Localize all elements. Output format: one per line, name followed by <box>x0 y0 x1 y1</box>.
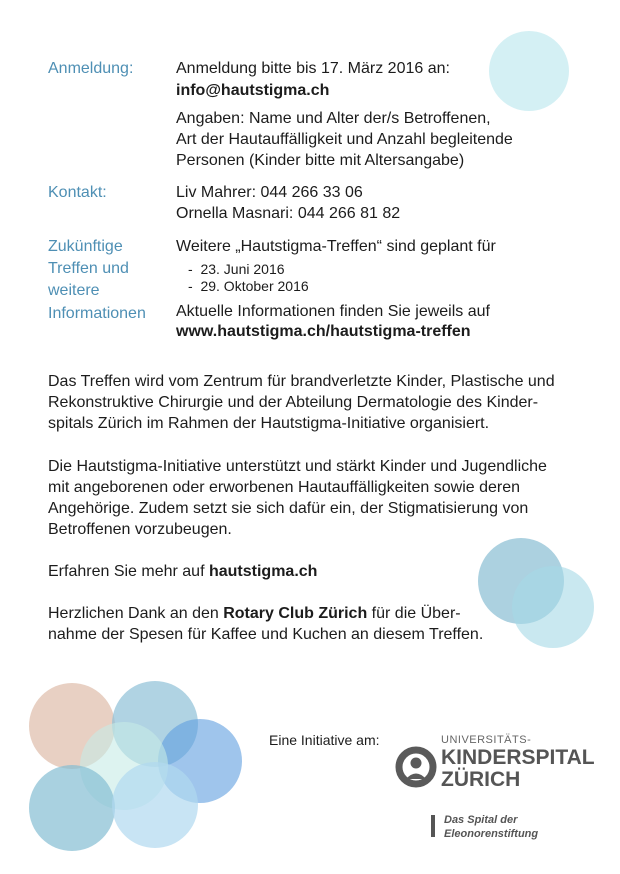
anmeldung-deadline: Anmeldung bitte bis 17. März 2016 an: <box>176 60 450 77</box>
anmeldung-label: Anmeldung: <box>48 60 134 77</box>
logo-kinderspital <box>441 747 595 791</box>
zukunft-label-3: weitere <box>48 282 100 299</box>
logo-line-1: KINDERSPITAL <box>441 746 595 769</box>
decor-circle-bl-5 <box>29 765 115 851</box>
logo-line-2: ZÜRICH <box>441 768 521 791</box>
paragraph-line: Das Treffen wird vom Zentrum für brandverletzte Kinder, Plastische und <box>48 373 555 390</box>
paragraph-line: mit angeborenen oder erworbenen Hautauffälligkeiten sowie deren <box>48 479 521 496</box>
paragraph-line: Betroffenen vorzubeugen. <box>48 521 232 538</box>
paragraph-thanks <box>48 603 588 645</box>
date-text: 23. Juni 2016 <box>200 261 285 277</box>
zukunft-url-link[interactable]: www.hautstigma.ch/hautstigma-treffen <box>176 323 471 340</box>
anmeldung-email-link[interactable]: info@hautstigma.ch <box>176 82 330 99</box>
date-text: 29. Oktober 2016 <box>200 278 309 294</box>
paragraph-line: Angehörige. Zudem setzt sie sich dafür ein, der Stigmatisierung von <box>48 500 529 517</box>
kontakt-line-2: Ornella Masnari: 044 266 81 82 <box>176 205 401 222</box>
zukunft-label-4: Informationen <box>48 305 146 322</box>
kinderspital-logo-icon <box>395 746 437 788</box>
zukunft-date-2: - 29. Oktober 2016 <box>188 278 309 294</box>
slogan-bar <box>431 815 435 837</box>
zukunft-intro: Weitere „Hautstigma-Treffen“ sind geplant für <box>176 238 496 255</box>
slogan-line-1: Das Spital der <box>444 814 518 826</box>
slogan <box>444 813 538 841</box>
paragraph-line: Die Hautstigma-Initiative unterstützt und stärkt Kinder und Jugendliche <box>48 458 547 475</box>
paragraph-initiative <box>48 456 588 540</box>
more-info-text: Erfahren Sie mehr auf <box>48 563 209 580</box>
paragraph-organisation <box>48 371 588 434</box>
initiative-text: Eine Initiative am: <box>269 732 380 748</box>
decor-circle-bl-6 <box>112 762 198 848</box>
rotary-club-name: Rotary Club Zürich <box>223 605 368 622</box>
kontakt-label: Kontakt: <box>48 184 107 201</box>
thanks-suffix: für die Über- <box>367 605 461 622</box>
hautstigma-link[interactable]: hautstigma.ch <box>208 563 318 580</box>
decor-circle-top <box>489 31 569 111</box>
logo-universitaets: UNIVERSITÄTS- <box>441 734 532 746</box>
zukunft-label-1: Zukünftige <box>48 238 123 255</box>
paragraph-line: Rekonstruktive Chirurgie und der Abteilung Dermatologie des Kinder- <box>48 394 539 411</box>
anmeldung-info-1: Angaben: Name und Alter der/s Betroffenen, <box>176 110 491 127</box>
paragraph-line <box>48 603 588 624</box>
zukunft-info: Aktuelle Informationen finden Sie jeweils auf <box>176 303 490 320</box>
paragraph-line: spitals Zürich im Rahmen der Hautstigma-Initiative organisiert. <box>48 415 490 432</box>
anmeldung-info-2: Art der Hautauffälligkeit und Anzahl begleitende <box>176 131 513 148</box>
paragraph-line: nahme der Spesen für Kaffee und Kuchen an diesem Treffen. <box>48 626 484 643</box>
anmeldung-info-3: Personen (Kinder bitte mit Altersangabe) <box>176 152 465 169</box>
zukunft-label-2: Treffen und <box>48 260 129 277</box>
zukunft-date-1: - 23. Juni 2016 <box>188 261 285 277</box>
thanks-prefix: Herzlichen Dank an den <box>48 605 224 622</box>
slogan-line-2: Eleonorenstiftung <box>444 828 539 840</box>
paragraph-more-info <box>48 561 588 582</box>
kontakt-line-1: Liv Mahrer: 044 266 33 06 <box>176 184 363 201</box>
